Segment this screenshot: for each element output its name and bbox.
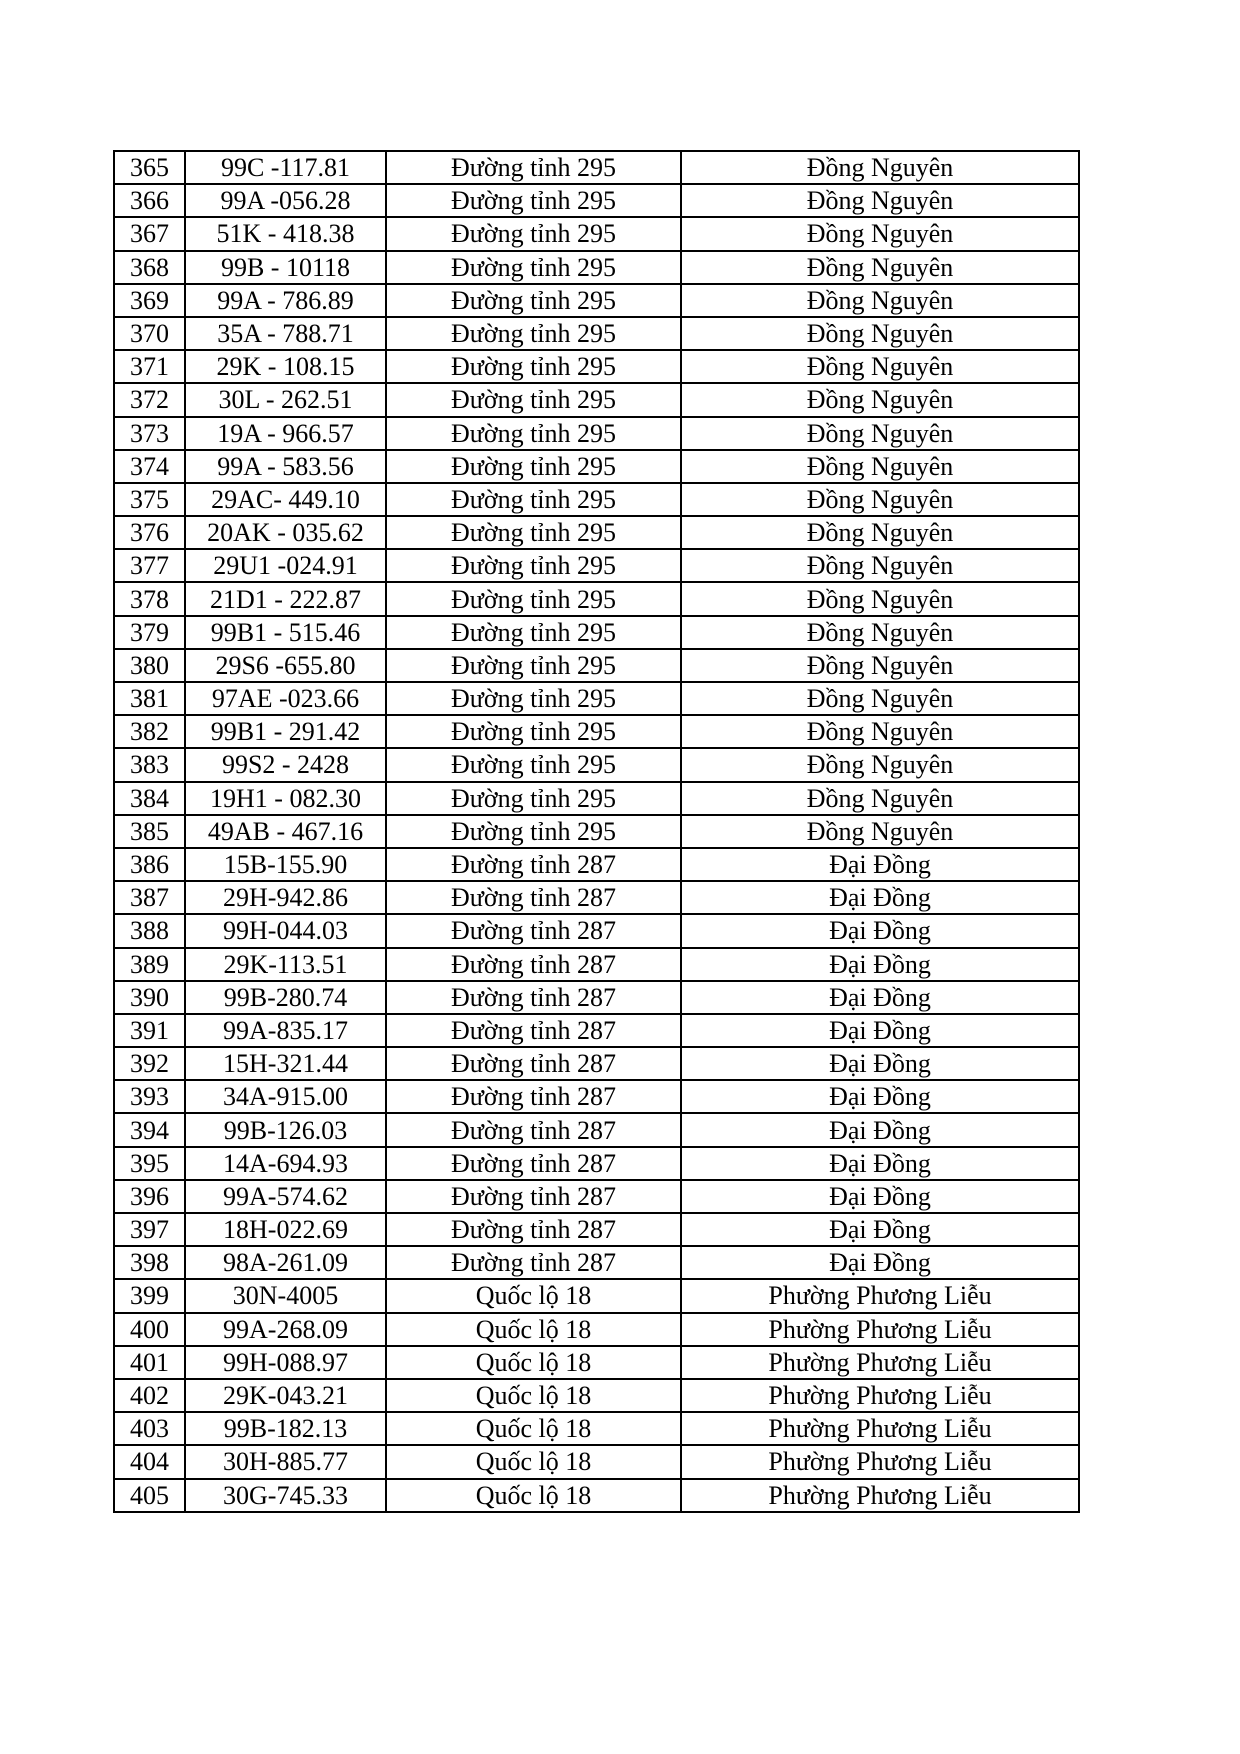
license-plate-cell: 99H-044.03 (185, 914, 386, 947)
location-cell: Đồng Nguyên (681, 748, 1079, 781)
license-plate-cell: 99A - 786.89 (185, 284, 386, 317)
location-cell: Đại Đồng (681, 1147, 1079, 1180)
location-cell: Đồng Nguyên (681, 582, 1079, 615)
license-plate-cell: 15H-321.44 (185, 1047, 386, 1080)
road-cell: Quốc lộ 18 (386, 1379, 681, 1412)
license-plate-cell: 99B-126.03 (185, 1113, 386, 1146)
license-plate-cell: 98A-261.09 (185, 1246, 386, 1279)
table-row (114, 1279, 1079, 1312)
table-row (114, 284, 1079, 317)
location-cell: Đại Đồng (681, 1080, 1079, 1113)
road-cell: Đường tỉnh 295 (386, 350, 681, 383)
table-row (114, 1180, 1079, 1213)
row-number-cell: 382 (114, 715, 185, 748)
row-number-cell: 397 (114, 1213, 185, 1246)
location-cell: Đồng Nguyên (681, 649, 1079, 682)
license-plate-cell: 99B-182.13 (185, 1412, 386, 1445)
table-row (114, 981, 1079, 1014)
license-plate-cell: 29U1 -024.91 (185, 549, 386, 582)
road-cell: Đường tỉnh 295 (386, 417, 681, 450)
road-cell: Đường tỉnh 287 (386, 1147, 681, 1180)
row-number-cell: 398 (114, 1246, 185, 1279)
row-number-cell: 368 (114, 251, 185, 284)
location-cell: Đồng Nguyên (681, 317, 1079, 350)
license-plate-cell: 99S2 - 2428 (185, 748, 386, 781)
license-plate-cell: 30H-885.77 (185, 1445, 386, 1478)
license-plate-cell: 99B1 - 291.42 (185, 715, 386, 748)
table-body (114, 151, 1079, 1512)
row-number-cell: 381 (114, 682, 185, 715)
road-cell: Đường tỉnh 295 (386, 251, 681, 284)
location-cell: Phường Phương Liễu (681, 1445, 1079, 1478)
license-plate-cell: 21D1 - 222.87 (185, 582, 386, 615)
location-cell: Phường Phương Liễu (681, 1379, 1079, 1412)
road-cell: Đường tỉnh 287 (386, 981, 681, 1014)
row-number-cell: 401 (114, 1346, 185, 1379)
location-cell: Đồng Nguyên (681, 549, 1079, 582)
location-cell: Đại Đồng (681, 1213, 1079, 1246)
road-cell: Quốc lộ 18 (386, 1346, 681, 1379)
location-cell: Đại Đồng (681, 1246, 1079, 1279)
license-plate-cell: 35A - 788.71 (185, 317, 386, 350)
table-row (114, 483, 1079, 516)
road-cell: Đường tỉnh 287 (386, 1014, 681, 1047)
license-plate-cell: 99B1 - 515.46 (185, 616, 386, 649)
license-plate-cell: 30G-745.33 (185, 1479, 386, 1512)
license-plate-cell: 29K-113.51 (185, 948, 386, 981)
road-cell: Đường tỉnh 295 (386, 715, 681, 748)
row-number-cell: 405 (114, 1479, 185, 1512)
table-row (114, 782, 1079, 815)
location-cell: Đồng Nguyên (681, 450, 1079, 483)
road-cell: Đường tỉnh 295 (386, 616, 681, 649)
location-cell: Phường Phương Liễu (681, 1412, 1079, 1445)
road-cell: Đường tỉnh 287 (386, 914, 681, 947)
row-number-cell: 388 (114, 914, 185, 947)
table-row (114, 1080, 1079, 1113)
license-plate-cell: 99B-280.74 (185, 981, 386, 1014)
table-row (114, 1313, 1079, 1346)
road-cell: Đường tỉnh 295 (386, 450, 681, 483)
table-row (114, 881, 1079, 914)
row-number-cell: 390 (114, 981, 185, 1014)
table-row (114, 450, 1079, 483)
license-plate-cell: 18H-022.69 (185, 1213, 386, 1246)
license-plate-cell: 34A-915.00 (185, 1080, 386, 1113)
row-number-cell: 367 (114, 217, 185, 250)
location-cell: Đại Đồng (681, 1047, 1079, 1080)
license-plate-cell: 97AE -023.66 (185, 682, 386, 715)
row-number-cell: 387 (114, 881, 185, 914)
table-row (114, 848, 1079, 881)
road-cell: Đường tỉnh 287 (386, 1180, 681, 1213)
road-cell: Đường tỉnh 295 (386, 317, 681, 350)
table-row (114, 217, 1079, 250)
row-number-cell: 399 (114, 1279, 185, 1312)
road-cell: Đường tỉnh 295 (386, 151, 681, 184)
row-number-cell: 402 (114, 1379, 185, 1412)
location-cell: Đại Đồng (681, 948, 1079, 981)
table-row (114, 649, 1079, 682)
license-plate-cell: 99A - 583.56 (185, 450, 386, 483)
road-cell: Đường tỉnh 295 (386, 549, 681, 582)
row-number-cell: 400 (114, 1313, 185, 1346)
table-row (114, 682, 1079, 715)
road-cell: Đường tỉnh 295 (386, 217, 681, 250)
location-cell: Đại Đồng (681, 1113, 1079, 1146)
road-cell: Đường tỉnh 295 (386, 649, 681, 682)
location-cell: Đồng Nguyên (681, 151, 1079, 184)
location-cell: Đồng Nguyên (681, 184, 1079, 217)
location-cell: Phường Phương Liễu (681, 1313, 1079, 1346)
row-number-cell: 386 (114, 848, 185, 881)
license-plate-cell: 14A-694.93 (185, 1147, 386, 1180)
location-cell: Đồng Nguyên (681, 417, 1079, 450)
table-row (114, 383, 1079, 416)
location-cell: Đại Đồng (681, 914, 1079, 947)
road-cell: Quốc lộ 18 (386, 1279, 681, 1312)
table-row (114, 948, 1079, 981)
location-cell: Đồng Nguyên (681, 516, 1079, 549)
row-number-cell: 374 (114, 450, 185, 483)
location-cell: Đồng Nguyên (681, 616, 1079, 649)
location-cell: Đại Đồng (681, 848, 1079, 881)
location-cell: Đại Đồng (681, 1180, 1079, 1213)
road-cell: Đường tỉnh 295 (386, 582, 681, 615)
license-plate-cell: 99H-088.97 (185, 1346, 386, 1379)
row-number-cell: 394 (114, 1113, 185, 1146)
road-cell: Đường tỉnh 287 (386, 948, 681, 981)
road-cell: Đường tỉnh 295 (386, 184, 681, 217)
location-cell: Phường Phương Liễu (681, 1479, 1079, 1512)
table-row (114, 350, 1079, 383)
table-row (114, 417, 1079, 450)
table-row (114, 1412, 1079, 1445)
row-number-cell: 373 (114, 417, 185, 450)
road-cell: Đường tỉnh 295 (386, 516, 681, 549)
row-number-cell: 389 (114, 948, 185, 981)
row-number-cell: 375 (114, 483, 185, 516)
license-plate-cell: 15B-155.90 (185, 848, 386, 881)
row-number-cell: 366 (114, 184, 185, 217)
table-row (114, 151, 1079, 184)
road-cell: Đường tỉnh 295 (386, 383, 681, 416)
row-number-cell: 379 (114, 616, 185, 649)
road-cell: Đường tỉnh 287 (386, 1113, 681, 1146)
row-number-cell: 383 (114, 748, 185, 781)
row-number-cell: 369 (114, 284, 185, 317)
table-row (114, 549, 1079, 582)
license-plate-cell: 19A - 966.57 (185, 417, 386, 450)
location-cell: Phường Phương Liễu (681, 1346, 1079, 1379)
table-row (114, 616, 1079, 649)
road-cell: Đường tỉnh 287 (386, 1213, 681, 1246)
table-row (114, 1346, 1079, 1379)
table-row (114, 1014, 1079, 1047)
table-row (114, 184, 1079, 217)
location-cell: Đồng Nguyên (681, 782, 1079, 815)
table-row (114, 251, 1079, 284)
license-plate-cell: 51K - 418.38 (185, 217, 386, 250)
row-number-cell: 371 (114, 350, 185, 383)
location-cell: Đồng Nguyên (681, 682, 1079, 715)
license-plate-cell: 99B - 10118 (185, 251, 386, 284)
table-row (114, 1379, 1079, 1412)
license-plate-cell: 99C -117.81 (185, 151, 386, 184)
row-number-cell: 403 (114, 1412, 185, 1445)
table-row (114, 1113, 1079, 1146)
table-row (114, 715, 1079, 748)
row-number-cell: 392 (114, 1047, 185, 1080)
road-cell: Đường tỉnh 295 (386, 682, 681, 715)
table-row (114, 1246, 1079, 1279)
license-plate-cell: 29K-043.21 (185, 1379, 386, 1412)
row-number-cell: 370 (114, 317, 185, 350)
table-row (114, 748, 1079, 781)
table-row (114, 317, 1079, 350)
location-cell: Đồng Nguyên (681, 383, 1079, 416)
road-cell: Đường tỉnh 287 (386, 1080, 681, 1113)
location-cell: Đại Đồng (681, 981, 1079, 1014)
table-row (114, 1479, 1079, 1512)
row-number-cell: 378 (114, 582, 185, 615)
license-plate-cell: 29K - 108.15 (185, 350, 386, 383)
location-cell: Đồng Nguyên (681, 251, 1079, 284)
table-row (114, 1147, 1079, 1180)
row-number-cell: 396 (114, 1180, 185, 1213)
row-number-cell: 404 (114, 1445, 185, 1478)
row-number-cell: 395 (114, 1147, 185, 1180)
table-row (114, 1445, 1079, 1478)
location-cell: Đồng Nguyên (681, 350, 1079, 383)
table-row (114, 1047, 1079, 1080)
row-number-cell: 385 (114, 815, 185, 848)
license-plate-cell: 49AB - 467.16 (185, 815, 386, 848)
road-cell: Quốc lộ 18 (386, 1479, 681, 1512)
row-number-cell: 365 (114, 151, 185, 184)
road-cell: Đường tỉnh 295 (386, 782, 681, 815)
road-cell: Đường tỉnh 295 (386, 483, 681, 516)
table-row (114, 516, 1079, 549)
license-plate-cell: 20AK - 035.62 (185, 516, 386, 549)
row-number-cell: 391 (114, 1014, 185, 1047)
road-cell: Đường tỉnh 295 (386, 284, 681, 317)
row-number-cell: 377 (114, 549, 185, 582)
license-plate-cell: 99A-835.17 (185, 1014, 386, 1047)
license-plate-cell: 19H1 - 082.30 (185, 782, 386, 815)
location-cell: Đồng Nguyên (681, 815, 1079, 848)
location-cell: Đồng Nguyên (681, 284, 1079, 317)
table-row (114, 815, 1079, 848)
license-plate-cell: 29AC- 449.10 (185, 483, 386, 516)
location-cell: Đại Đồng (681, 881, 1079, 914)
road-cell: Đường tỉnh 295 (386, 748, 681, 781)
location-cell: Phường Phương Liễu (681, 1279, 1079, 1312)
road-cell: Đường tỉnh 287 (386, 1246, 681, 1279)
road-cell: Đường tỉnh 287 (386, 881, 681, 914)
row-number-cell: 372 (114, 383, 185, 416)
row-number-cell: 380 (114, 649, 185, 682)
location-cell: Đại Đồng (681, 1014, 1079, 1047)
license-plate-cell: 30L - 262.51 (185, 383, 386, 416)
license-plate-cell: 29S6 -655.80 (185, 649, 386, 682)
road-cell: Đường tỉnh 287 (386, 848, 681, 881)
license-plate-cell: 99A-268.09 (185, 1313, 386, 1346)
location-cell: Đồng Nguyên (681, 483, 1079, 516)
location-cell: Đồng Nguyên (681, 715, 1079, 748)
license-plate-cell: 99A -056.28 (185, 184, 386, 217)
license-plate-cell: 99A-574.62 (185, 1180, 386, 1213)
table-row (114, 1213, 1079, 1246)
license-plate-cell: 30N-4005 (185, 1279, 386, 1312)
road-cell: Quốc lộ 18 (386, 1445, 681, 1478)
table-row (114, 914, 1079, 947)
license-plate-cell: 29H-942.86 (185, 881, 386, 914)
violations-table (113, 150, 1080, 1513)
road-cell: Đường tỉnh 295 (386, 815, 681, 848)
road-cell: Quốc lộ 18 (386, 1313, 681, 1346)
row-number-cell: 384 (114, 782, 185, 815)
road-cell: Đường tỉnh 287 (386, 1047, 681, 1080)
location-cell: Đồng Nguyên (681, 217, 1079, 250)
road-cell: Quốc lộ 18 (386, 1412, 681, 1445)
row-number-cell: 376 (114, 516, 185, 549)
table-row (114, 582, 1079, 615)
row-number-cell: 393 (114, 1080, 185, 1113)
